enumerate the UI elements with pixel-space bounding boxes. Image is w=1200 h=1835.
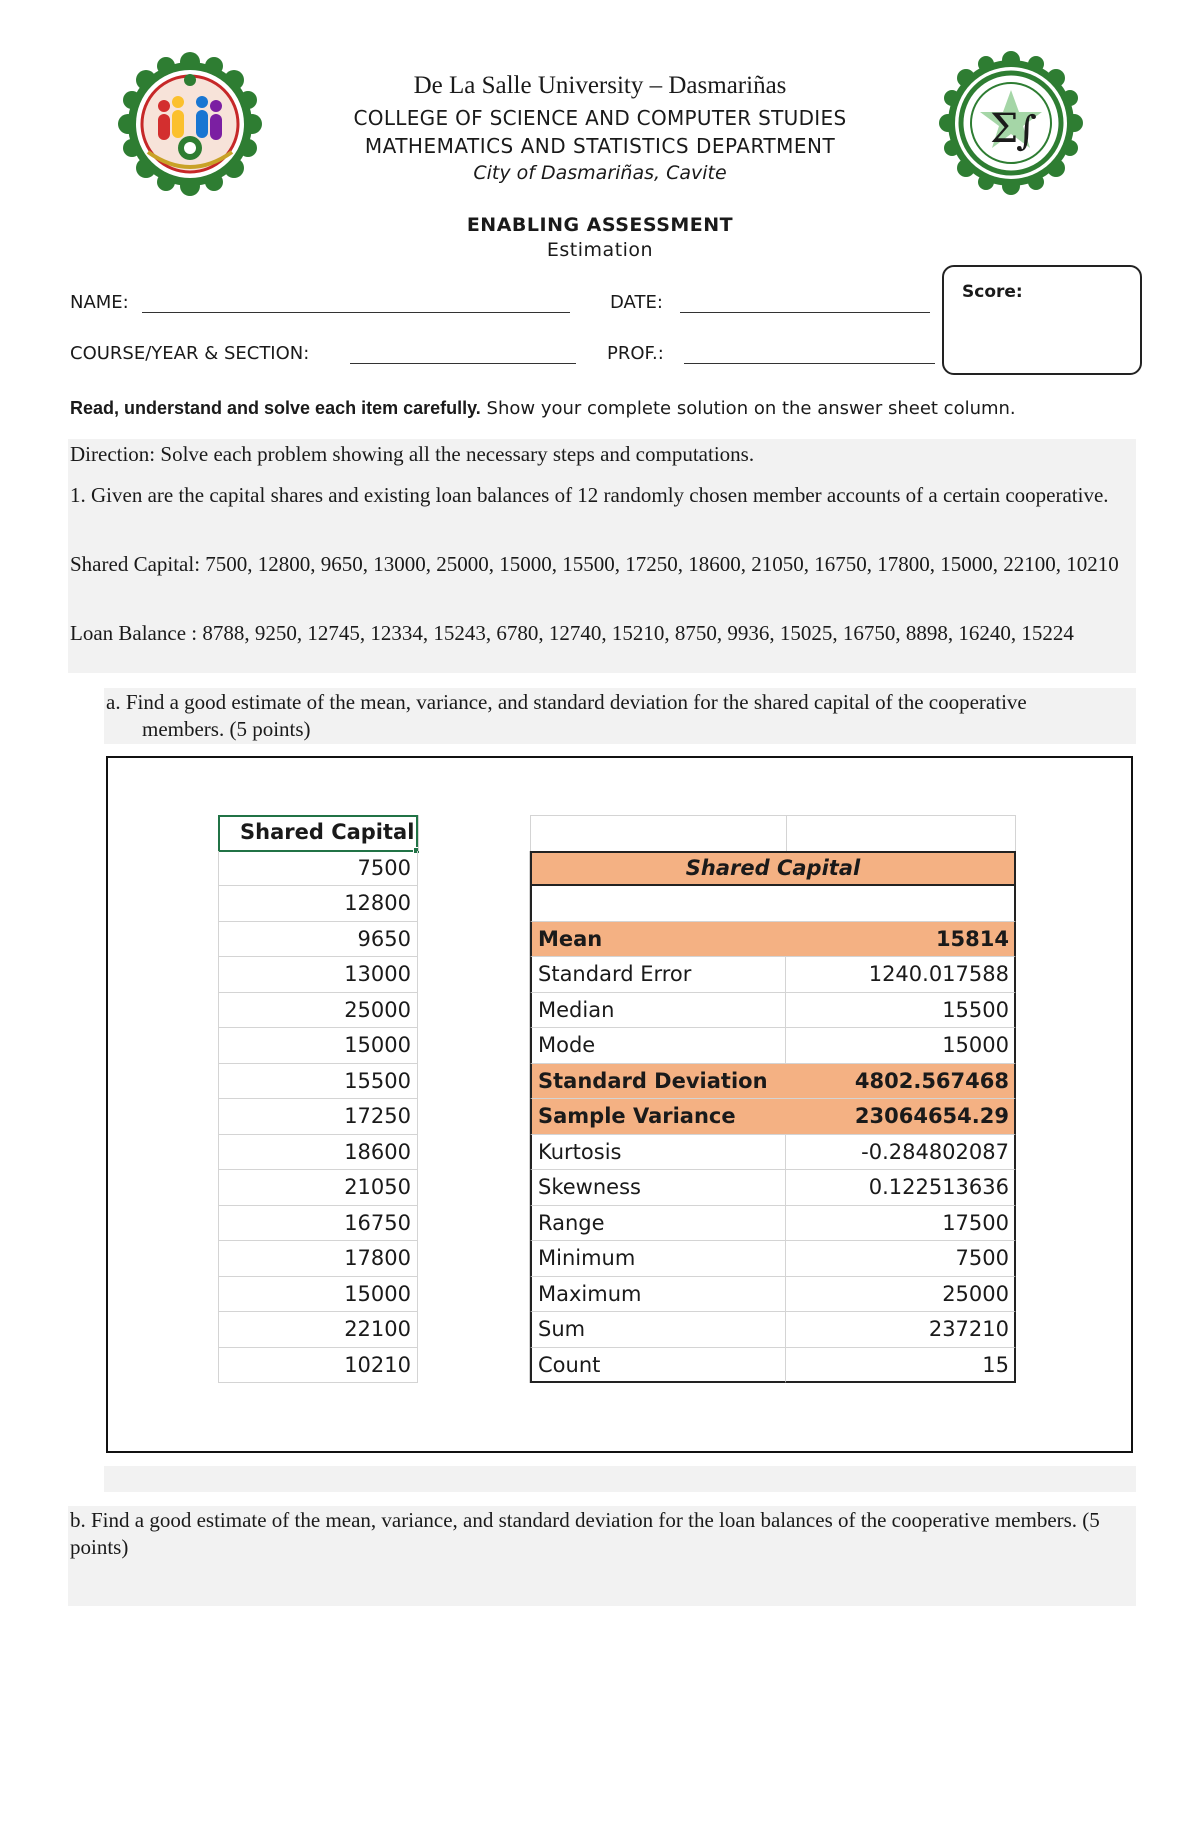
stats-label: Count — [530, 1348, 786, 1384]
date-label: DATE: — [610, 292, 663, 313]
shared-capital-value: 15000 — [218, 1277, 418, 1313]
blank-shaded-row — [104, 1466, 1136, 1492]
shared-capital-value: 12800 — [218, 886, 418, 922]
shared-capital-value: 15500 — [218, 1064, 418, 1100]
column-header-shared-capital: Shared Capital — [218, 815, 418, 852]
stats-label: Median — [530, 993, 786, 1029]
assessment-title: ENABLING ASSESSMENT — [466, 214, 734, 236]
stats-label: Standard Error — [530, 957, 786, 993]
part-a-text: a. Find a good estimate of the mean, variance, and standard deviation for the shared capital of the cooperative members. (5 points) — [106, 690, 1027, 741]
stats-label: Maximum — [530, 1277, 786, 1313]
stats-value: 23064654.29 — [786, 1099, 1016, 1135]
stats-value: 17500 — [786, 1206, 1016, 1242]
stats-label: Range — [530, 1206, 786, 1242]
stats-value: 0.122513636 — [786, 1170, 1016, 1206]
college-name: COLLEGE OF SCIENCE AND COMPUTER STUDIES — [353, 106, 847, 130]
shared-capital-list: Shared Capital: 7500, 12800, 9650, 13000, 25000, 15000, 15500, 17250, 18600, 21050, 16750, 17800, 15000, 22100, 10210 — [70, 552, 1119, 576]
shared-capital-value: 22100 — [218, 1312, 418, 1348]
svg-text:∫: ∫ — [1016, 108, 1037, 154]
score-label: Score: — [962, 282, 1023, 302]
date-field[interactable] — [680, 312, 930, 313]
stats-value: 25000 — [786, 1277, 1016, 1313]
shared-capital-value: 10210 — [218, 1348, 418, 1384]
instructions-emphasis: Read, understand and solve each item carefully. — [70, 398, 481, 418]
course-section-label: COURSE/YEAR & SECTION: — [70, 343, 310, 364]
name-label: NAME: — [70, 292, 129, 313]
part-b-text: b. Find a good estimate of the mean, variance, and standard deviation for the loan balances of the cooperative members. (5 points) — [70, 1508, 1100, 1559]
answer-frame — [106, 756, 1133, 1453]
course-section-field[interactable] — [350, 363, 576, 364]
assessment-topic: Estimation — [546, 239, 654, 261]
problem-1-text: 1. Given are the capital shares and existing loan balances of 12 randomly chosen member accounts of a certain cooperative. — [70, 483, 1109, 507]
shared-capital-value: 9650 — [218, 922, 418, 958]
stats-label: Sample Variance — [530, 1099, 786, 1135]
stats-label: Standard Deviation — [530, 1064, 786, 1100]
shared-capital-value: 15000 — [218, 1028, 418, 1064]
instructions-rest: Show your complete solution on the answer sheet column. — [480, 398, 1016, 419]
stats-value: 15814 — [786, 922, 1016, 958]
city-name: City of Dasmariñas, Cavite — [473, 162, 727, 184]
stats-value: 237210 — [786, 1312, 1016, 1348]
stats-label: Minimum — [530, 1241, 786, 1277]
stats-value: 15500 — [786, 993, 1016, 1029]
shared-capital-value: 17800 — [218, 1241, 418, 1277]
shared-capital-value: 13000 — [218, 957, 418, 993]
shared-capital-value: 16750 — [218, 1206, 418, 1242]
stats-value: 15 — [786, 1348, 1016, 1384]
direction-text: Direction: Solve each problem showing all the necessary steps and computations. — [70, 442, 755, 466]
stats-label: Mean — [530, 922, 786, 958]
shared-capital-value: 25000 — [218, 993, 418, 1029]
stats-value: 15000 — [786, 1028, 1016, 1064]
shared-capital-value: 18600 — [218, 1135, 418, 1171]
stats-label: Kurtosis — [530, 1135, 786, 1171]
instructions — [70, 398, 1016, 419]
stats-value: 1240.017588 — [786, 957, 1016, 993]
department-name: MATHEMATICS AND STATISTICS DEPARTMENT — [364, 134, 836, 158]
svg-text:Σ: Σ — [990, 106, 1019, 152]
shared-capital-value: 21050 — [218, 1170, 418, 1206]
prof-field[interactable] — [684, 363, 935, 364]
stats-table-title: Shared Capital — [530, 851, 1016, 887]
stats-label: Sum — [530, 1312, 786, 1348]
loan-balance-list: Loan Balance : 8788, 9250, 12745, 12334, 15243, 6780, 12740, 15210, 8750, 9936, 15025, 16750, 8898, 16240, 15224 — [70, 621, 1074, 645]
stats-value: 7500 — [786, 1241, 1016, 1277]
shared-capital-value: 17250 — [218, 1099, 418, 1135]
shared-capital-value: 7500 — [218, 851, 418, 887]
stats-label: Mode — [530, 1028, 786, 1064]
prof-label: PROF.: — [607, 343, 664, 364]
stats-label: Skewness — [530, 1170, 786, 1206]
name-field[interactable] — [142, 312, 570, 313]
stats-value: 4802.567468 — [786, 1064, 1016, 1100]
stats-value: -0.284802087 — [786, 1135, 1016, 1171]
university-name: De La Salle University – Dasmariñas — [413, 72, 787, 99]
